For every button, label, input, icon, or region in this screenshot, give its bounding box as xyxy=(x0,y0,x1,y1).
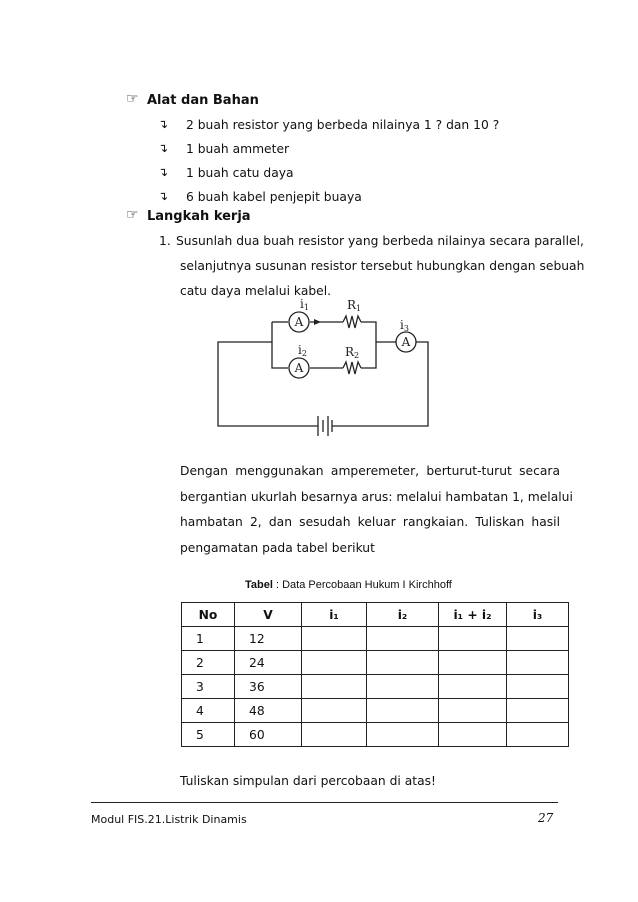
circuit-diagram xyxy=(210,292,440,442)
list-bullet-icon: ↴ xyxy=(158,117,169,131)
cell-i2[interactable] xyxy=(367,723,439,747)
cell-i1-plus-i2[interactable] xyxy=(439,723,507,747)
cell-i1[interactable] xyxy=(302,723,367,747)
current-i1-label: i1 xyxy=(300,297,309,312)
current-i2-label: i2 xyxy=(298,343,307,358)
cell-i1[interactable] xyxy=(302,627,367,651)
footer-divider xyxy=(91,802,558,803)
cell-i1[interactable] xyxy=(302,699,367,723)
cell-v: 24 xyxy=(235,651,302,675)
cell-no: 4 xyxy=(182,699,235,723)
column-header-i1: i₁ xyxy=(302,603,367,627)
conclusion-text: Tuliskan simpulan dari percobaan di atas! xyxy=(180,774,436,788)
table-row xyxy=(182,651,569,675)
instruction-line: Dengan menggunakan amperemeter, berturut-turut secara xyxy=(180,464,560,478)
table-header-row xyxy=(182,603,569,627)
column-header-no: No xyxy=(182,603,235,627)
resistor-r1 xyxy=(343,316,361,328)
cell-v: 48 xyxy=(235,699,302,723)
cell-i3[interactable] xyxy=(507,699,569,723)
cell-no: 5 xyxy=(182,723,235,747)
step-1-line: Susunlah dua buah resistor yang berbeda nilainya secara parallel, xyxy=(176,234,584,248)
column-header-i2: i₂ xyxy=(367,603,439,627)
wire xyxy=(272,342,288,368)
column-header-v: V xyxy=(235,603,302,627)
list-bullet-icon: ↴ xyxy=(158,165,169,179)
step-1-line: catu daya melalui kabel. xyxy=(180,284,332,298)
table-caption-text: : Data Percobaan Hukum I Kirchhoff xyxy=(272,579,452,591)
column-header-i3: i₃ xyxy=(507,603,569,627)
column-header-i1-plus-i2: i₁ + i₂ xyxy=(439,603,507,627)
cell-i3[interactable] xyxy=(507,723,569,747)
resistor-r2-label: R2 xyxy=(345,345,360,360)
step-number: 1. xyxy=(159,234,171,248)
cell-i1-plus-i2[interactable] xyxy=(439,675,507,699)
table-caption-label: Tabel xyxy=(245,579,273,591)
list-item: 6 buah kabel penjepit buaya xyxy=(186,190,362,204)
instruction-line: hambatan 2, dan sesudah keluar rangkaian. Tuliskan hasil xyxy=(180,515,560,529)
cell-v: 12 xyxy=(235,627,302,651)
cell-no: 1 xyxy=(182,627,235,651)
cell-i1[interactable] xyxy=(302,651,367,675)
resistor-r1-label: R1 xyxy=(347,298,362,313)
table-row xyxy=(182,723,569,747)
cell-v: 60 xyxy=(235,723,302,747)
resistor-r2 xyxy=(343,362,361,374)
wire xyxy=(361,322,396,342)
instruction-line: bergantian ukurlah besarnya arus: melalui hambatan 1, melalui xyxy=(180,489,573,504)
cell-i1-plus-i2[interactable] xyxy=(439,627,507,651)
list-bullet-icon: ↴ xyxy=(158,189,169,203)
data-table xyxy=(181,602,569,747)
table-row xyxy=(182,699,569,723)
cell-i2[interactable] xyxy=(367,699,439,723)
cell-i3[interactable] xyxy=(507,627,569,651)
cell-i1-plus-i2[interactable] xyxy=(439,651,507,675)
ammeter-2-label: A xyxy=(294,361,304,375)
pointing-hand-icon: ☞ xyxy=(126,91,139,107)
pointing-hand-icon: ☞ xyxy=(126,207,139,223)
section-heading-steps: Langkah kerja xyxy=(147,209,251,224)
step-1-line: selanjutnya susunan resistor tersebut hubungkan dengan sebuah xyxy=(180,259,585,273)
cell-v: 36 xyxy=(235,675,302,699)
ammeter-1-label: A xyxy=(294,315,304,329)
footer-module-title: Modul FIS.21.Listrik Dinamis xyxy=(91,813,247,826)
table-row xyxy=(182,627,569,651)
list-item: 1 buah catu daya xyxy=(186,166,294,180)
cell-i2[interactable] xyxy=(367,627,439,651)
page-number: 27 xyxy=(538,811,554,825)
current-arrow-icon xyxy=(314,319,321,325)
current-i3-label: i3 xyxy=(400,318,409,333)
cell-no: 2 xyxy=(182,651,235,675)
cell-i1[interactable] xyxy=(302,675,367,699)
list-item: 1 buah ammeter xyxy=(186,142,290,156)
instruction-paragraph xyxy=(180,459,573,561)
cell-i2[interactable] xyxy=(367,651,439,675)
cell-no: 3 xyxy=(182,675,235,699)
table-row xyxy=(182,675,569,699)
table-caption xyxy=(245,579,452,591)
ammeter-3-label: A xyxy=(401,335,411,349)
list-bullet-icon: ↴ xyxy=(158,141,169,155)
cell-i2[interactable] xyxy=(367,675,439,699)
list-item: 2 buah resistor yang berbeda nilainya 1 ? dan 10 ? xyxy=(186,118,500,132)
cell-i3[interactable] xyxy=(507,675,569,699)
cell-i1-plus-i2[interactable] xyxy=(439,699,507,723)
instruction-line: pengamatan pada tabel berikut xyxy=(180,540,375,555)
section-heading-materials: Alat dan Bahan xyxy=(147,93,259,108)
wire xyxy=(361,342,376,368)
cell-i3[interactable] xyxy=(507,651,569,675)
